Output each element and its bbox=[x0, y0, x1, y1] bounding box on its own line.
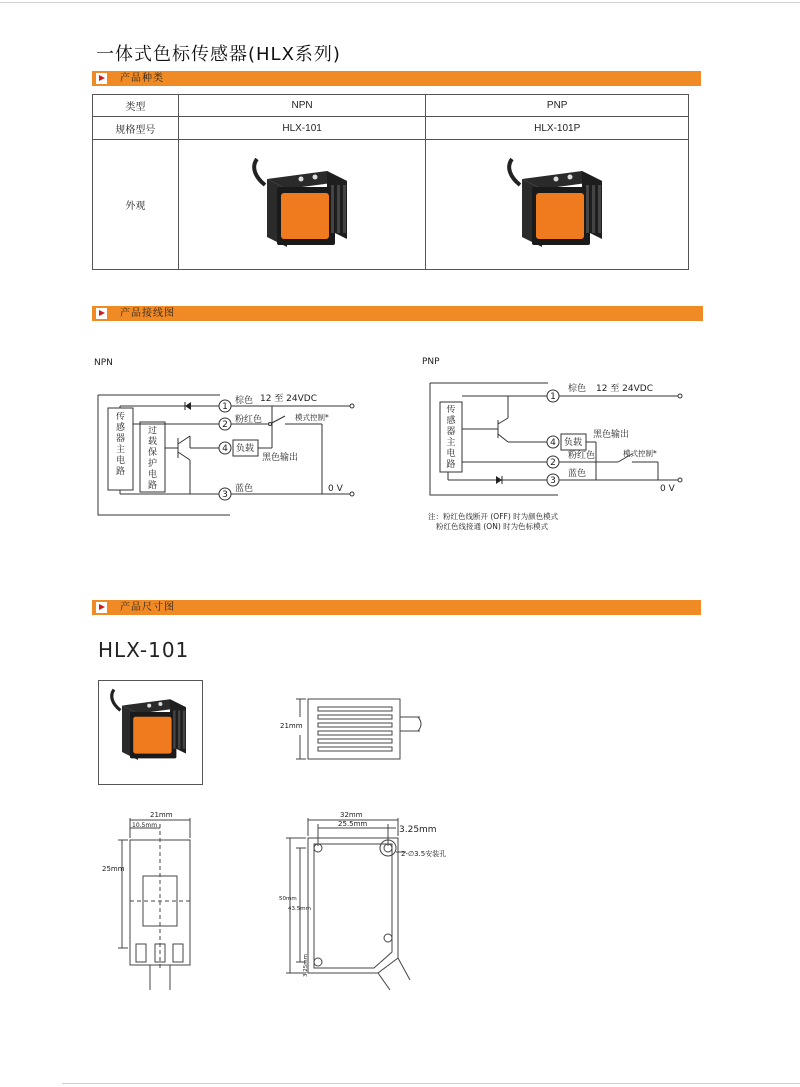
wire-pink-label: 粉红色 bbox=[235, 415, 263, 425]
row-label-look: 外观 bbox=[93, 140, 179, 270]
mode-control-label: 模式控制* bbox=[295, 413, 329, 422]
mount-holes-label: 2-∅3.5安装孔 bbox=[401, 850, 447, 858]
wire-pink-label: 粉红色 bbox=[568, 451, 596, 461]
sensor-product-image bbox=[247, 157, 357, 249]
wire-brown-label: 棕色 bbox=[568, 384, 587, 394]
arrow-marker-icon bbox=[96, 73, 107, 84]
main-circuit-label: 传感器主电路 bbox=[115, 412, 125, 477]
bottom-rule bbox=[62, 1083, 800, 1084]
front-width-label: 21mm bbox=[150, 811, 173, 819]
pin-4-label: 4 bbox=[222, 444, 228, 454]
section-header-types bbox=[92, 71, 701, 86]
row-label-type: 类型 bbox=[93, 95, 179, 117]
rear-hole-height-label: 43.5mm bbox=[288, 906, 311, 912]
cell-pnp-type: PNP bbox=[426, 95, 689, 117]
pin-3-label: 3 bbox=[550, 476, 556, 486]
dimension-model-title: HLX-101 bbox=[98, 638, 190, 662]
rear-offset-label: 3.25mm bbox=[399, 825, 437, 835]
section-label: 产品种类 bbox=[120, 73, 164, 84]
sensor-product-image bbox=[502, 157, 612, 249]
supply-label: 12 至 24VDC bbox=[596, 384, 653, 394]
cell-pnp-model: HLX-101P bbox=[426, 117, 689, 140]
product-photo bbox=[98, 680, 203, 785]
npn-wiring-diagram bbox=[90, 350, 370, 525]
front-height-label: 25mm bbox=[102, 865, 125, 873]
cell-npn-type: NPN bbox=[178, 95, 426, 117]
section-label: 产品接线图 bbox=[120, 308, 175, 319]
front-view-drawing bbox=[100, 808, 210, 993]
rear-hole-span-label: 25.5mm bbox=[338, 820, 368, 828]
supply-label: 12 至 24VDC bbox=[260, 394, 317, 404]
pnp-wiring-diagram bbox=[418, 350, 703, 540]
page-title: 一体式色标传感器(HLX系列) bbox=[96, 44, 341, 65]
side-view-drawing bbox=[278, 695, 428, 765]
zero-v-label: 0 V bbox=[328, 484, 343, 494]
pin-2-label: 2 bbox=[550, 458, 556, 468]
section-header-dimensions bbox=[92, 600, 701, 615]
arrow-marker-icon bbox=[96, 308, 107, 319]
zero-v-label: 0 V bbox=[660, 484, 675, 494]
wire-blue-label: 蓝色 bbox=[568, 469, 587, 479]
spec-table bbox=[92, 94, 689, 270]
pin-4-label: 4 bbox=[550, 438, 556, 448]
section-header-wiring bbox=[92, 306, 703, 321]
protect-circuit-label: 过载保护电路 bbox=[147, 426, 157, 491]
cell-npn-image bbox=[178, 140, 426, 270]
row-label-model: 规格型号 bbox=[93, 117, 179, 140]
pin-2-label: 2 bbox=[222, 420, 228, 430]
load-label: 负载 bbox=[564, 438, 583, 448]
section-label: 产品尺寸图 bbox=[120, 602, 175, 613]
cell-pnp-image bbox=[426, 140, 689, 270]
table-row bbox=[93, 140, 689, 270]
pin-1-label: 1 bbox=[550, 392, 556, 402]
rear-width-label: 32mm bbox=[340, 811, 363, 819]
pin-3-label: 3 bbox=[222, 490, 228, 500]
note-line-1: 注：粉红色线断开 (OFF) 时为颜色模式 bbox=[428, 512, 559, 521]
pnp-title: PNP bbox=[422, 357, 440, 367]
main-circuit-label: 传感器主电路 bbox=[446, 405, 456, 470]
wire-blue-label: 蓝色 bbox=[235, 484, 254, 494]
npn-title: NPN bbox=[94, 358, 113, 368]
arrow-marker-icon bbox=[96, 602, 107, 613]
black-output-label: 黑色输出 bbox=[262, 453, 299, 463]
mode-control-label: 模式控制* bbox=[623, 449, 657, 458]
pin-1-label: 1 bbox=[222, 402, 228, 412]
rear-height-label: 50mm bbox=[279, 896, 297, 902]
rear-bottom-label: 3.25mm bbox=[303, 954, 309, 977]
cell-npn-model: HLX-101 bbox=[178, 117, 426, 140]
wire-brown-label: 棕色 bbox=[235, 396, 254, 406]
load-label: 负载 bbox=[236, 444, 255, 454]
rear-view-drawing bbox=[278, 808, 458, 993]
black-output-label: 黑色输出 bbox=[593, 430, 630, 440]
table-row bbox=[93, 117, 689, 140]
side-height-label: 21mm bbox=[280, 722, 303, 730]
table-row bbox=[93, 95, 689, 117]
top-rule bbox=[0, 2, 800, 3]
front-half-label: 10.5mm bbox=[132, 822, 158, 829]
note-line-2: 粉红色线接通 (ON) 时为色标模式 bbox=[436, 522, 549, 531]
